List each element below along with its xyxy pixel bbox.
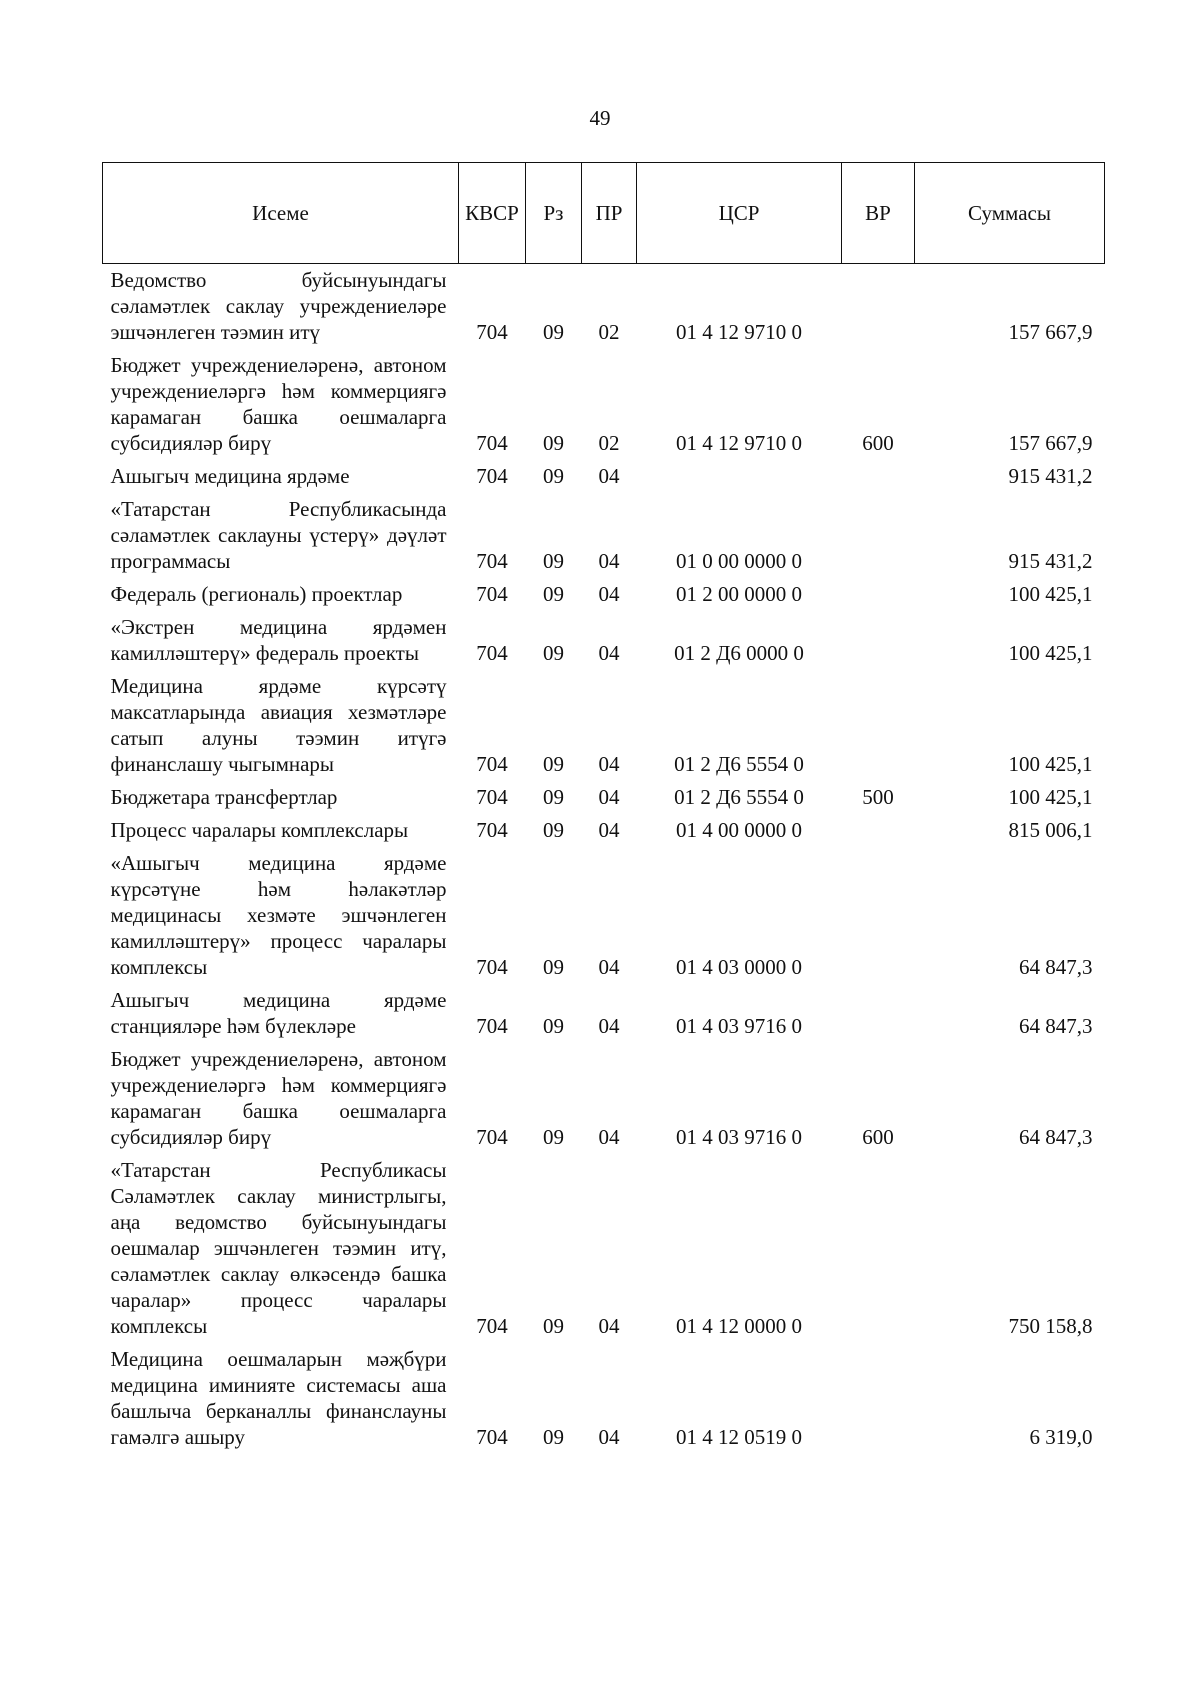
header-vr: ВР — [842, 163, 915, 264]
row-vr — [842, 493, 915, 578]
row-sum: 100 425,1 — [1008, 641, 1093, 665]
row-name: Бюджетара трансфертлар — [110, 785, 338, 809]
row-csr: 01 4 00 0000 0 — [676, 818, 802, 842]
page-number: 49 — [589, 106, 611, 130]
table-row — [103, 611, 1105, 670]
row-sum: 157 667,9 — [1008, 431, 1093, 455]
row-pr: 04 — [598, 818, 620, 842]
row-sum: 6 319,0 — [1029, 1425, 1093, 1449]
row-vr — [842, 847, 915, 984]
header-kvsr: КВСР — [459, 163, 526, 264]
row-name: Процесс чаралары комплекслары — [110, 818, 409, 842]
row-name: Федераль (региональ) проектлар — [110, 582, 403, 606]
row-kvsr: 704 — [476, 955, 508, 979]
table-body — [103, 264, 1105, 1455]
row-name: Медицина ярдәме күрсәтү максатларында авиация хезмәтләре сатып алуны тәэмин итүгә финанслашу чыгымнары — [110, 674, 447, 776]
row-csr: 01 4 03 9716 0 — [676, 1125, 802, 1149]
table-header — [103, 163, 1105, 264]
row-rz: 09 — [543, 641, 564, 665]
budget-table — [102, 162, 1105, 1454]
row-kvsr: 704 — [476, 582, 508, 606]
row-pr: 04 — [598, 752, 620, 776]
row-csr: 01 4 12 0519 0 — [676, 1425, 802, 1449]
row-name: Бюджет учреждениеләренә, автоном учреждениеләргә һәм коммерциягә карамаган башка оешмаларга субсидияләр бирү — [110, 1047, 447, 1149]
row-sum: 915 431,2 — [1008, 549, 1093, 573]
row-pr: 04 — [598, 464, 620, 488]
header-pr: ПР — [582, 163, 637, 264]
row-sum: 750 158,8 — [1008, 1314, 1093, 1338]
row-sum: 100 425,1 — [1008, 752, 1093, 776]
row-name: «Ашыгыч медицина ярдәме күрсәтүне һәм һәлакәтләр медицинасы хезмәте эшчәнлеген камилләштерү» процесс чаралары комплексы — [110, 851, 447, 979]
row-vr — [842, 460, 915, 493]
row-kvsr: 704 — [476, 818, 508, 842]
row-sum: 100 425,1 — [1008, 785, 1093, 809]
table-row — [103, 460, 1105, 493]
table-row — [103, 847, 1105, 984]
row-csr: 01 2 Д6 0000 0 — [674, 641, 804, 665]
row-rz: 09 — [543, 818, 564, 842]
row-sum: 64 847,3 — [1019, 1125, 1093, 1149]
row-kvsr: 704 — [476, 549, 508, 573]
row-kvsr: 704 — [476, 464, 508, 488]
table-row — [103, 670, 1105, 781]
row-rz: 09 — [543, 431, 564, 455]
row-sum: 100 425,1 — [1008, 582, 1093, 606]
row-rz: 09 — [543, 464, 564, 488]
row-kvsr: 704 — [476, 1314, 508, 1338]
row-rz: 09 — [543, 785, 564, 809]
row-name: Медицина оешмаларын мәҗбүри медицина иминияте системасы аша башлыча берканаллы финанслауны гамәлгә ашыру — [110, 1347, 447, 1449]
row-vr — [842, 984, 915, 1043]
table-row — [103, 578, 1105, 611]
row-name: «Татарстан Республикасында сәламәтлек саклауны үстерү» дәүләт программасы — [110, 497, 447, 573]
row-pr: 04 — [598, 1314, 620, 1338]
row-pr: 04 — [598, 582, 620, 606]
row-name: «Татарстан Республикасы Сәламәтлек саклау министрлыгы, аңа ведомство буйсынуындагы оешмалар эшчәнлеген тәэмин итү, сәламәтлек саклау өлкәсендә башка чаралар» процесс чаралары комплексы — [110, 1158, 447, 1338]
row-kvsr: 704 — [476, 320, 508, 344]
header-name: Исеме — [103, 163, 459, 264]
header-csr: ЦСР — [637, 163, 842, 264]
row-vr — [842, 264, 915, 350]
table-row — [103, 264, 1105, 350]
row-kvsr: 704 — [476, 641, 508, 665]
row-rz: 09 — [543, 955, 564, 979]
row-name: Ашыгыч медицина ярдәме станцияләре һәм бүлекләре — [110, 988, 447, 1038]
row-rz: 09 — [543, 549, 564, 573]
row-pr: 02 — [598, 431, 620, 455]
row-csr: 01 4 12 9710 0 — [676, 431, 802, 455]
row-vr: 600 — [862, 1125, 894, 1149]
row-csr: 01 2 Д6 5554 0 — [674, 785, 804, 809]
row-csr: 01 2 00 0000 0 — [676, 582, 802, 606]
row-csr: 01 4 12 9710 0 — [676, 320, 802, 344]
table-row — [103, 1343, 1105, 1454]
table-row — [103, 781, 1105, 814]
table-row — [103, 1043, 1105, 1154]
row-sum: 157 667,9 — [1008, 320, 1093, 344]
row-vr — [842, 670, 915, 781]
row-sum: 64 847,3 — [1019, 1014, 1093, 1038]
row-vr — [842, 611, 915, 670]
row-csr: 01 2 Д6 5554 0 — [674, 752, 804, 776]
row-rz: 09 — [543, 582, 564, 606]
row-pr: 02 — [598, 320, 620, 344]
row-vr — [842, 1343, 915, 1454]
row-kvsr: 704 — [476, 431, 508, 455]
row-rz: 09 — [543, 1014, 564, 1038]
row-kvsr: 704 — [476, 785, 508, 809]
row-pr: 04 — [598, 641, 620, 665]
row-vr — [842, 578, 915, 611]
table-row — [103, 814, 1105, 847]
row-sum: 64 847,3 — [1019, 955, 1093, 979]
table-row — [103, 493, 1105, 578]
row-csr: 01 4 12 0000 0 — [676, 1314, 802, 1338]
row-vr: 600 — [862, 431, 894, 455]
row-rz: 09 — [543, 752, 564, 776]
row-vr — [842, 1154, 915, 1343]
header-sum: Суммасы — [915, 163, 1105, 264]
row-rz: 09 — [543, 1314, 564, 1338]
row-pr: 04 — [598, 549, 620, 573]
row-csr — [637, 460, 842, 493]
row-pr: 04 — [598, 1125, 620, 1149]
row-name: Ведомство буйсынуындагы сәламәтлек саклау учреждениеләре эшчәнлеген тәэмин итү — [110, 268, 447, 344]
row-name: Ашыгыч медицина ярдәме — [110, 464, 350, 488]
row-name: «Экстрен медицина ярдәмен камилләштерү» федераль проекты — [110, 615, 447, 665]
table-row — [103, 349, 1105, 460]
row-pr: 04 — [598, 1425, 620, 1449]
row-csr: 01 4 03 0000 0 — [676, 955, 802, 979]
row-rz: 09 — [543, 320, 564, 344]
row-kvsr: 704 — [476, 1425, 508, 1449]
table-row — [103, 984, 1105, 1043]
row-rz: 09 — [543, 1425, 564, 1449]
row-kvsr: 704 — [476, 1125, 508, 1149]
row-vr: 500 — [862, 785, 894, 809]
row-pr: 04 — [598, 785, 620, 809]
row-csr: 01 4 03 9716 0 — [676, 1014, 802, 1038]
row-pr: 04 — [598, 955, 620, 979]
row-sum: 915 431,2 — [1008, 464, 1093, 488]
table-row — [103, 1154, 1105, 1343]
row-rz: 09 — [543, 1125, 564, 1149]
row-csr: 01 0 00 0000 0 — [676, 549, 802, 573]
row-vr — [842, 814, 915, 847]
row-sum: 815 006,1 — [1008, 818, 1093, 842]
row-pr: 04 — [598, 1014, 620, 1038]
header-rz: Рз — [526, 163, 582, 264]
row-name: Бюджет учреждениеләренә, автоном учреждениеләргә һәм коммерциягә карамаган башка оешмаларга субсидияләр бирү — [110, 353, 447, 455]
row-kvsr: 704 — [476, 752, 508, 776]
row-kvsr: 704 — [476, 1014, 508, 1038]
